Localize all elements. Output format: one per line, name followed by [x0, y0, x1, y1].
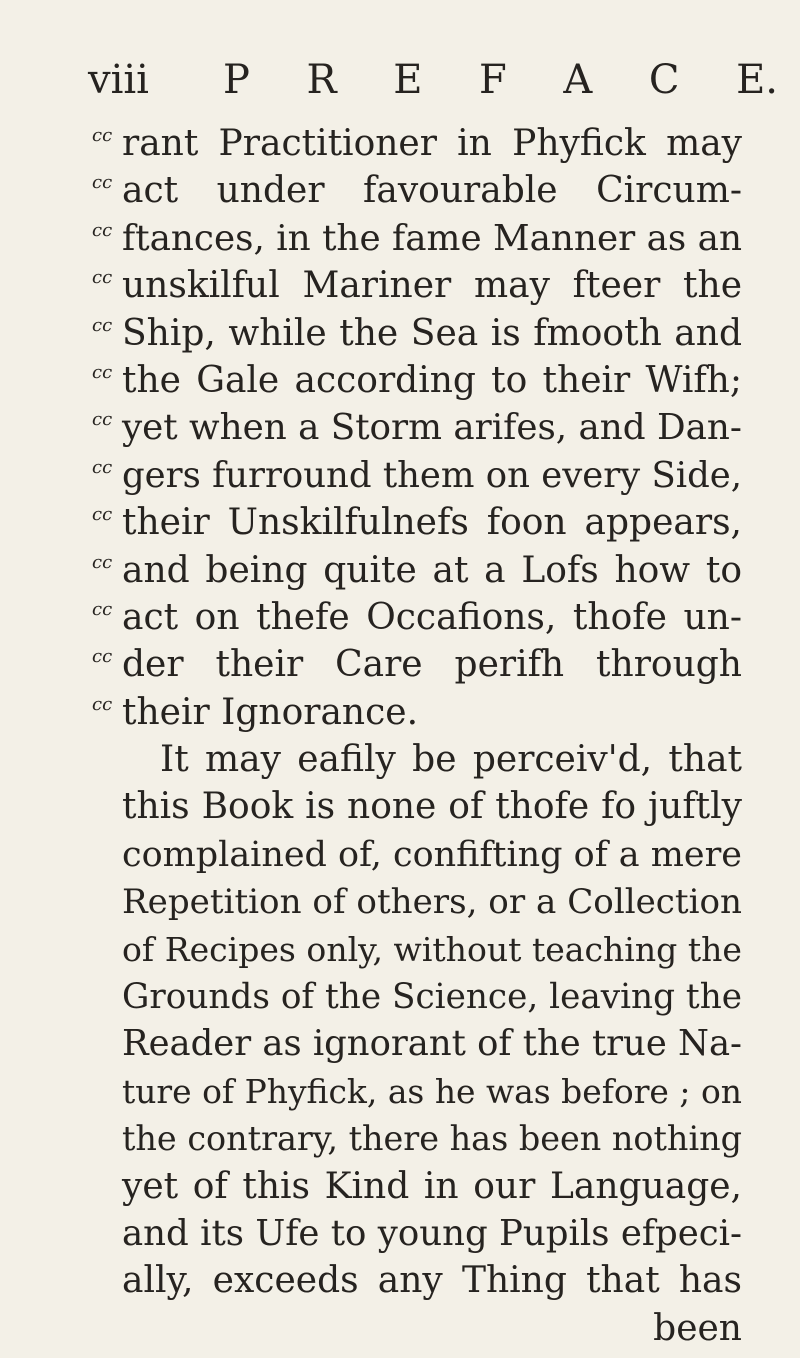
text-line	[92, 215, 742, 262]
quote-mark: cc	[92, 361, 113, 383]
text-line	[122, 1020, 742, 1067]
line-text: complained of, confifting of a mere	[122, 834, 742, 875]
quote-mark: cc	[92, 504, 113, 526]
quote-mark: cc	[92, 551, 113, 573]
line-text: their Unskilfulnefs foon appears,	[122, 502, 742, 544]
running-title-letter: P	[223, 57, 250, 103]
line-text: act on thefe Occafions, thofe un-	[122, 596, 742, 638]
text-line	[92, 452, 742, 499]
line-text: their Ignorance.	[122, 691, 419, 733]
quote-mark: cc	[92, 314, 113, 336]
running-title-letter: E	[393, 57, 423, 103]
line-text: the Gale according to their Wifh;	[122, 359, 742, 401]
body-text	[92, 120, 742, 1352]
text-line	[92, 310, 742, 357]
text-line	[122, 1257, 742, 1304]
line-text: this Book is none of thofe fo juftly	[122, 786, 742, 828]
text-line	[92, 594, 742, 641]
text-line	[92, 404, 742, 451]
text-line	[122, 926, 742, 973]
line-text: ftances, in the fame Manner as an	[122, 217, 742, 259]
text-line	[92, 499, 742, 546]
text-line	[122, 783, 742, 830]
running-title-letter: E.	[736, 57, 778, 103]
line-text: ally, exceeds any Thing that has	[122, 1260, 742, 1302]
text-line	[122, 878, 742, 925]
line-text: It may eafily be perceiv'd, that	[160, 739, 742, 781]
text-line	[92, 547, 742, 594]
line-text: the contrary, there has been nothing	[122, 1119, 742, 1159]
text-line	[122, 831, 742, 878]
running-title-letter: F	[479, 57, 507, 103]
text-line	[92, 167, 742, 214]
line-text: unskilful Mariner may fteer the	[122, 265, 742, 307]
text-line	[122, 736, 742, 783]
line-text: yet of this Kind in our Language,	[122, 1165, 742, 1207]
running-title	[223, 50, 778, 110]
page-number: viii	[88, 57, 149, 103]
quote-mark: cc	[92, 409, 113, 431]
quote-mark: cc	[92, 456, 113, 478]
page-header	[88, 50, 778, 110]
quote-mark: cc	[92, 125, 113, 146]
line-text: der their Care perifh through	[122, 644, 742, 686]
text-line	[122, 1210, 742, 1257]
line-text: been	[653, 1307, 742, 1349]
text-line	[92, 262, 742, 309]
line-text: rant Practitioner in Phyfick may	[122, 123, 742, 164]
text-line	[92, 641, 742, 688]
quote-mark: cc	[92, 646, 113, 668]
line-text: Repetition of others, or a Collection	[122, 882, 742, 923]
quote-mark: cc	[92, 598, 113, 620]
line-text: Ship, while the Sea is fmooth and	[122, 312, 742, 354]
text-line	[122, 1068, 742, 1115]
text-line	[92, 689, 742, 736]
quote-mark: cc	[92, 219, 113, 241]
text-line	[122, 1305, 742, 1352]
text-line	[122, 1115, 742, 1162]
line-text: Grounds of the Science, leaving the	[122, 977, 742, 1018]
line-text: yet when a Storm arifes, and Dan-	[122, 407, 742, 449]
line-text: of Recipes only, without teaching the	[122, 929, 742, 969]
line-text: and being quite at a Lofs how to	[122, 549, 742, 591]
quote-mark: cc	[92, 267, 113, 289]
text-line	[122, 1163, 742, 1210]
running-title-letter: R	[306, 57, 337, 103]
running-title-letter: C	[648, 57, 680, 103]
text-line	[92, 357, 742, 404]
line-text: ture of Phyfick, as he was before ; on	[122, 1071, 742, 1111]
line-text: act under favourable Circum-	[122, 170, 742, 212]
line-text: Reader as ignorant of the true Na-	[122, 1023, 742, 1065]
quote-mark: cc	[92, 693, 113, 715]
quote-mark: cc	[92, 172, 113, 194]
line-text: gers furround them on every Side,	[122, 454, 742, 496]
running-title-letter: A	[563, 57, 593, 103]
line-text: and its Ufe to young Pupils efpeci-	[122, 1212, 742, 1254]
text-line	[122, 973, 742, 1020]
text-line	[92, 120, 742, 167]
